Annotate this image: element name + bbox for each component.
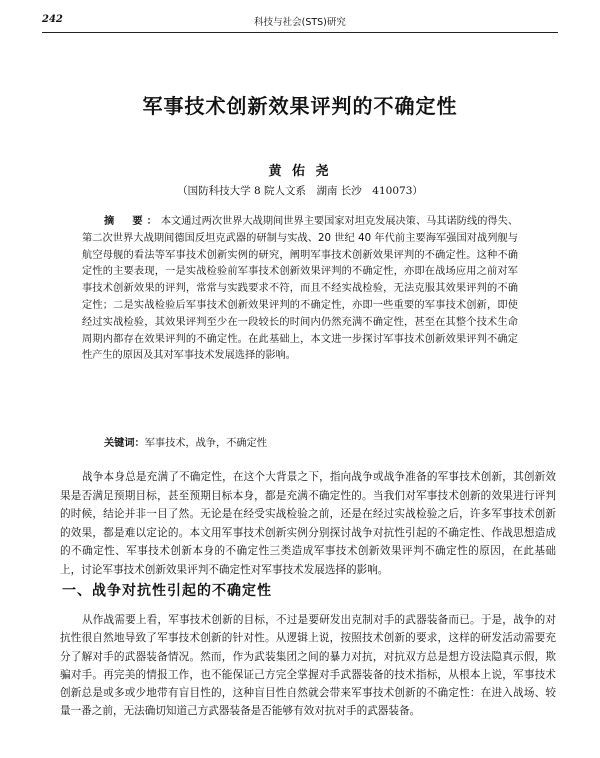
journal-title: 科技与社会(STS)研究 [254, 17, 346, 28]
intro-paragraph: 战争本身总是充满了不确定性，在这个大背景之下，指向战争或战争准备的军事技术创新，其创新效果是否满足预期目标，甚至预期目标本身，都是充满不确定性的。当我们对军事技术创新的效果进行评判的时候，结论并非一目了然。无论是在经受实战检验之前，还是在经过实战检验之后，许多军事技术创新的效果，都是难以定论的。本文用军事技术创新实例分别探讨战争对抗性引起的不确定性、作战思想造成的不确定性、军事技术创新本身的不确定性三类造成军事技术创新效果评判不确定性的原因，在此基础上，讨论军事技术创新效果评判不确定性对军事技术发展选择的影响。 [60, 471, 556, 576]
paper-title: 军事技术创新效果评判的不确定性 [142, 94, 458, 118]
keywords [104, 434, 518, 449]
body-paragraph: 从作战需要上看，军事技术创新的目标，不过是要研发出克制对手的武器装备而已。于是，战争的对抗性很自然地导致了军事技术创新的针对性。从逻辑上说，按照技术创新的要求，这样的研发活动需要充分了解对手的武器装备情况。然而，作为武装集团之间的暴力对抗，对抗双方总是想方设法隐真示假，欺骗对手。再完美的情报工作，也不能保证己方完全掌握对手武器装备的技术指标，从根本上说，军事技术创新总是或多或少地带有盲目性的，这种盲目性自然就会带来军事技术创新的不确定性：在进入战场、较量一番之前，无法确切知道己方武器装备是否能够有效对抗对手的武器装备。 [60, 614, 556, 718]
running-header [42, 12, 558, 33]
abstract-label: 摘 要： [104, 216, 161, 227]
abstract-text: 本文通过两次世界大战期间世界主要国家对坦克发展决策、马其诺防线的得失、第二次世界大战期间德国反坦克武器的研制与实战、20 世纪 40 年代前主要海军强国对战列舰与航空母舰的看法等军事技术创新实例的研究，阐明军事技术创新效果评判的不确定性。这种不确定性的主要表现，一是实战检验前军事技术创新效果评判的不确定性，亦即在战场应用之前对军事技术创新效果的评判，常常与实践要求不符，而且不经实战检验，无法克服其效果评判的不确定性；二是实战检验后军事技术创新效果评判的不确定性，亦即一些重要的军事技术创新，即使经过实战检验，其效果评判至少在一段较长的时间内仍然充满不确定性，甚至在其整个技术生命周期内都存在效果评判的不确定性。在此基础上，本文进一步探讨军事技术创新效果评判不确定性产生的原因及其对军事技术发展选择的影响。 [82, 216, 519, 362]
keywords-text: 军事技术，战争，不确定性 [144, 438, 267, 449]
author-affiliation: （国防科技大学 8 院人文系 湖南 长沙 410073） [177, 185, 423, 197]
keywords-label: 关键词： [104, 438, 145, 449]
page-number: 242 [42, 14, 63, 25]
section-heading: 一、战争对抗性引起的不确定性 [62, 583, 272, 599]
abstract [82, 214, 518, 365]
author-name: 黄 佑 尧 [268, 164, 332, 179]
